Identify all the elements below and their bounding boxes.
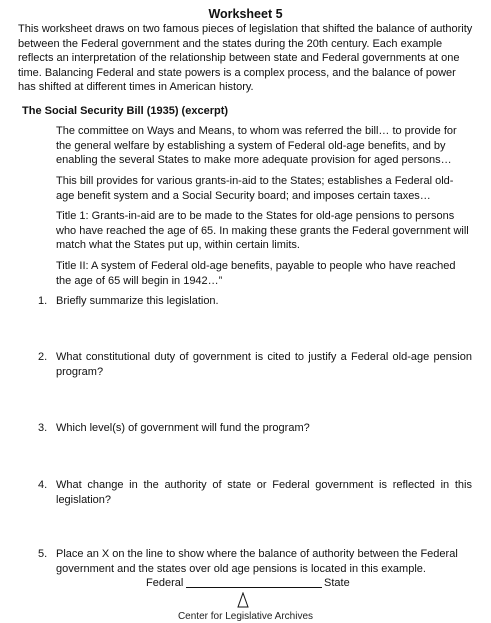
question-2 — [38, 350, 472, 379]
question-3 — [38, 421, 472, 436]
question-text: What change in the authority of state or Federal government is reflected in this legislation? — [56, 479, 472, 506]
section-heading: The Social Security Bill (1935) (excerpt) — [22, 105, 229, 117]
footer-text: Center for Legislative Archives — [177, 611, 314, 622]
excerpt-paragraph-4: Title II: A system of Federal old-age benefits, payable to people who have reached the age of 65 will begin in 1942…” — [56, 260, 456, 287]
question-number: 1. — [38, 295, 48, 307]
question-4 — [38, 478, 472, 507]
excerpt-paragraph-2: This bill provides for various grants-in-aid to the States; establishes a Federal old-age benefit system and a Social Security board; and imposes certain taxes… — [56, 175, 454, 202]
fulcrum-triangle-icon — [235, 592, 251, 608]
worksheet-title: Worksheet 5 — [208, 7, 283, 21]
excerpt-paragraph-3: Title 1: Grants-in-aid are to be made to the States for old-age pensions to persons who have reached the age of 65. In making these grants the Federal government will match what the States put up, within certain limits. — [56, 210, 469, 251]
federal-label: Federal — [146, 577, 184, 589]
question-5 — [38, 547, 472, 576]
question-number: 4. — [38, 479, 48, 491]
question-text: Briefly summarize this legislation. — [56, 295, 219, 307]
question-1 — [38, 294, 472, 309]
question-text: Which level(s) of government will fund the program? — [56, 422, 310, 434]
balance-scale — [0, 576, 491, 592]
state-label: State — [324, 577, 350, 589]
answer-line[interactable] — [186, 587, 322, 588]
question-text: Place an X on the line to show where the balance of authority between the Federal government and the states over old age pensions is located in this example. — [56, 548, 458, 575]
question-text: What constitutional duty of government is cited to justify a Federal old-age pension program? — [56, 351, 472, 378]
excerpt-paragraph-1: The committee on Ways and Means, to whom was referred the bill… to provide for the general welfare by establishing a system of Federal old-age benefits, and by enabling the several States to make more adequate provision for aged persons… — [56, 125, 457, 166]
question-number: 2. — [38, 351, 48, 363]
intro-paragraph: This worksheet draws on two famous pieces of legislation that shifted the balance of authority between the Federal government and the states during the 20th century. Each example reflects an interpretation of the relationship between state and Federal governments at one time. Balancing Federal and state powers is a complex process, and the balance of power has shifted at different times in American history. — [18, 23, 473, 93]
question-number: 5. — [38, 548, 48, 560]
question-number: 3. — [38, 422, 48, 434]
